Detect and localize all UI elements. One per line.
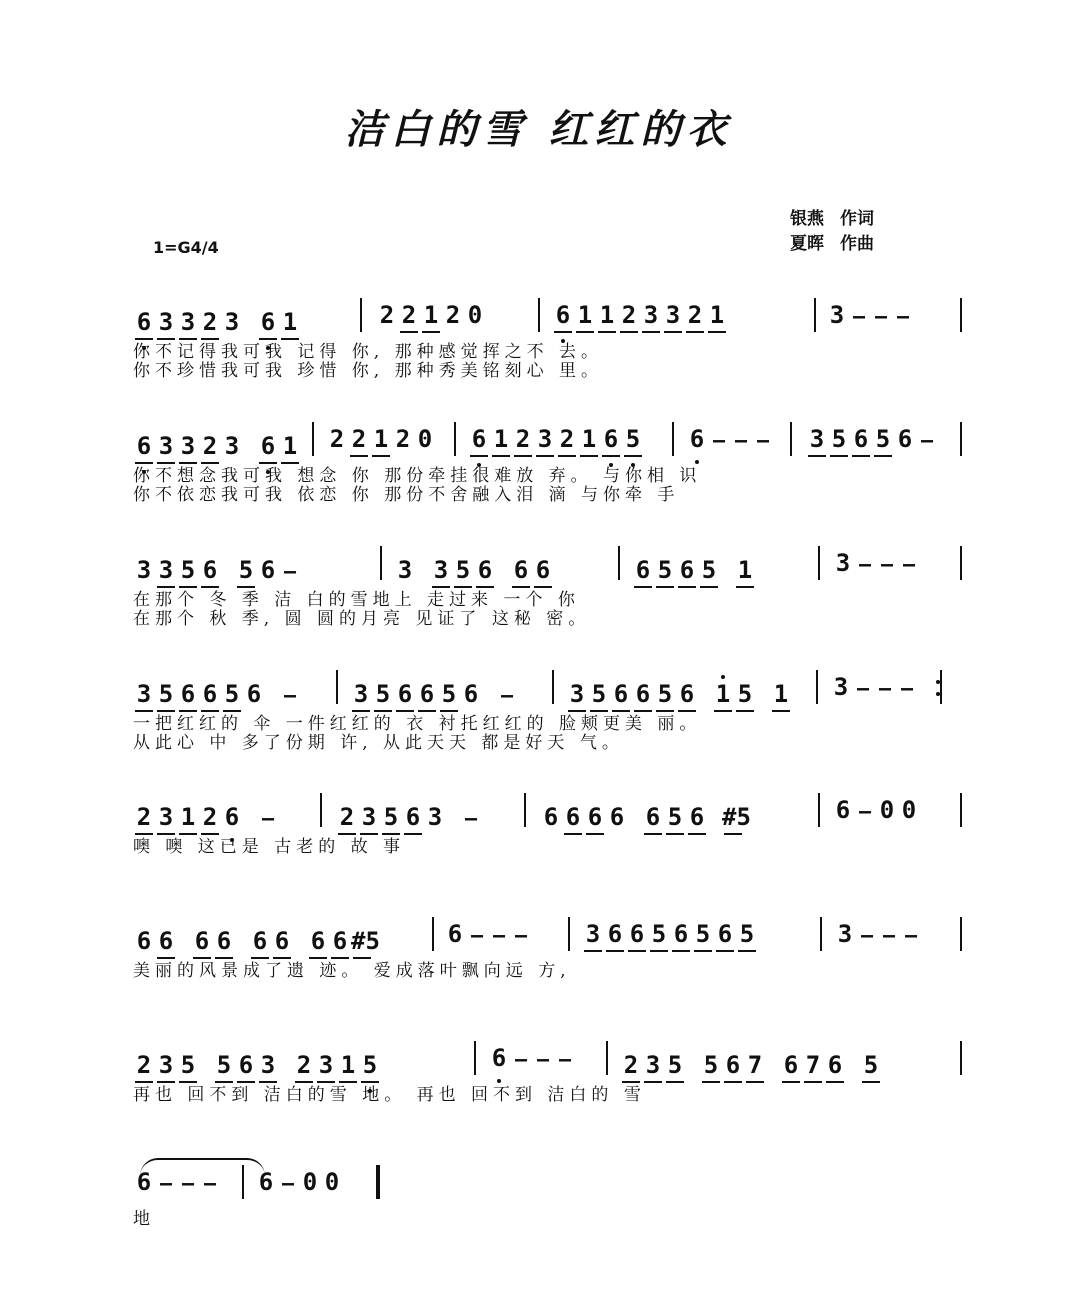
dash-note: –: [464, 806, 478, 830]
dash-note: –: [880, 552, 894, 576]
note: 6: [257, 307, 279, 337]
bar-line: [960, 422, 962, 456]
note: 1: [279, 307, 301, 337]
bar-line: [336, 670, 338, 704]
note: 6: [307, 926, 329, 956]
note-gap: [766, 1043, 780, 1073]
note: 6: [610, 679, 632, 709]
note-gap: [686, 1043, 700, 1073]
measure: [832, 795, 920, 826]
note: 5: [213, 1050, 235, 1080]
note: 6: [213, 926, 235, 956]
bar-line: [376, 1165, 380, 1199]
note: 5: [664, 1050, 686, 1080]
dash-note: –: [858, 799, 872, 823]
note: 3: [397, 556, 413, 584]
note: 2: [329, 425, 345, 453]
note: 6: [850, 424, 872, 454]
note: 6: [780, 1050, 802, 1080]
note: 3: [155, 307, 177, 337]
note-gap: [416, 548, 430, 578]
dash-note: –: [500, 683, 514, 707]
note: 6: [199, 555, 221, 585]
note: 2: [684, 300, 706, 330]
note: 2: [133, 1050, 155, 1080]
note-gap: [199, 1043, 213, 1073]
note: 5: [664, 802, 686, 832]
note: 2: [348, 424, 370, 454]
dash-note: –: [904, 923, 918, 947]
measure: [255, 1167, 343, 1198]
note: 6: [249, 926, 271, 956]
measure: [468, 424, 644, 454]
measure: [620, 1043, 882, 1080]
measure: [336, 795, 482, 833]
measure: [686, 424, 774, 455]
note-gap: [279, 1043, 293, 1073]
lyric-line: 从此心 中 多了份期 许, 从此天天 都是好天 气。: [133, 733, 624, 753]
note-gap: [235, 919, 249, 949]
note: 3: [430, 555, 452, 585]
dash-note: –: [492, 923, 506, 947]
note: 3: [582, 919, 604, 949]
note: 3: [315, 1050, 337, 1080]
note: 0: [467, 301, 483, 329]
dash-note: –: [882, 923, 896, 947]
note-gap: [265, 672, 279, 702]
lyric-line: 在那个 冬 季 洁 白的雪地上 走过来 一个 你: [133, 590, 580, 610]
bar-line: [360, 298, 362, 332]
note: 6: [133, 431, 155, 461]
note-gap: [846, 1043, 860, 1073]
bar-line: [618, 546, 620, 580]
lyricist-credit: [790, 207, 874, 232]
measure: [394, 548, 554, 585]
note: 6: [584, 802, 606, 832]
note: 3: [155, 555, 177, 585]
note: 6: [221, 802, 243, 832]
note: 2: [336, 802, 358, 832]
note-gap: [177, 919, 191, 949]
note: 1: [370, 424, 392, 454]
note: 5: [648, 919, 670, 949]
note: 5: [860, 1050, 882, 1080]
bar-line: [960, 298, 962, 332]
measure: [326, 424, 436, 454]
bar-line: [960, 917, 962, 951]
dash-note: –: [514, 923, 528, 947]
note: 6: [600, 424, 622, 454]
dash-note: –: [874, 304, 888, 328]
note: 6: [626, 919, 648, 949]
note: 5: [588, 679, 610, 709]
note: 1: [337, 1050, 359, 1080]
note: 1: [706, 300, 728, 330]
measure: [582, 919, 758, 949]
note: 5: [177, 555, 199, 585]
note: 1: [596, 300, 618, 330]
note: 5: [736, 919, 758, 949]
note: 6: [632, 555, 654, 585]
note: 6: [670, 919, 692, 949]
note: 2: [133, 802, 155, 832]
dash-note: –: [558, 1047, 572, 1071]
note-gap: [496, 548, 510, 578]
lyric-line: 你不记得我可我 记得 你, 那种感觉挥之不 去。: [133, 342, 604, 362]
dash-note: –: [878, 676, 892, 700]
measure: [133, 919, 380, 956]
note-gap: [446, 795, 460, 825]
note: 6: [642, 802, 664, 832]
note: 6: [824, 1050, 846, 1080]
bar-line: [568, 917, 570, 951]
note: 2: [199, 802, 221, 832]
note: 1: [420, 300, 442, 330]
note: 6: [257, 431, 279, 461]
bar-line: [320, 793, 322, 827]
lyricist-name: 银燕: [790, 209, 824, 229]
note: 3: [133, 679, 155, 709]
note: 0: [879, 796, 895, 824]
dash-note: –: [159, 1171, 173, 1195]
note: 6: [835, 796, 851, 824]
lyric-line: 再也 回不到 洁白的雪 地。 再也 回不到 洁白的 雪: [133, 1085, 646, 1105]
note: 6: [258, 1168, 274, 1196]
note: 5: [734, 679, 756, 709]
measure: [830, 672, 918, 703]
high-octave-dot: [721, 675, 725, 679]
bar-line: [960, 793, 962, 827]
note-gap: [628, 795, 642, 825]
note: 6: [686, 802, 708, 832]
tie-mark: [140, 1158, 265, 1176]
note: 3: [833, 673, 849, 701]
note: 1: [578, 424, 600, 454]
lyric-line: 你不想念我可我 想念 你 那份牵挂很难放 弃。 与你相 识: [133, 466, 702, 486]
note: 6: [191, 926, 213, 956]
composer-credit: [790, 232, 874, 257]
dash-note: –: [536, 1047, 550, 1071]
note: 5: [654, 679, 676, 709]
dash-note: –: [852, 304, 866, 328]
note: 6: [463, 680, 479, 708]
measure: [552, 300, 728, 330]
measure: [350, 672, 518, 710]
note: 3: [534, 424, 556, 454]
bar-line: [940, 670, 942, 704]
measure: [834, 919, 922, 950]
note: 6: [532, 555, 554, 585]
note-gap: [293, 919, 307, 949]
note: 1: [712, 679, 734, 709]
note: 6: [177, 679, 199, 709]
note: 6: [676, 555, 698, 585]
note: 5: [692, 919, 714, 949]
note: 2: [398, 300, 420, 330]
bar-line: [820, 917, 822, 951]
note: 1: [490, 424, 512, 454]
measure: [806, 424, 938, 455]
note: 6: [133, 307, 155, 337]
note: 3: [155, 802, 177, 832]
note: 6: [329, 926, 351, 956]
note-gap: [243, 795, 257, 825]
note: 6: [714, 919, 736, 949]
bar-line: [606, 1041, 608, 1075]
note: 6: [510, 555, 532, 585]
note: 5: [654, 555, 676, 585]
note-gap: [756, 672, 770, 702]
dash-note: –: [514, 1047, 528, 1071]
note: 5: [380, 802, 402, 832]
note: 2: [445, 301, 461, 329]
note: 0: [324, 1168, 340, 1196]
lyric-line: 一把红红的 伞 一件红红的 衣 衬托红红的 脸颊更美 丽。: [133, 714, 702, 734]
bar-line: [818, 546, 820, 580]
measure: [133, 795, 279, 833]
note: 2: [618, 300, 640, 330]
dash-note: –: [283, 683, 297, 707]
note: 6: [562, 802, 584, 832]
note: 5: [828, 424, 850, 454]
measure: [444, 919, 532, 950]
note: 6: [447, 920, 463, 948]
note: 3: [358, 802, 380, 832]
note: 3: [177, 431, 199, 461]
measure: [826, 300, 914, 331]
dash-note: –: [203, 1171, 217, 1195]
note: 3: [829, 301, 845, 329]
dash-note: –: [856, 676, 870, 700]
note: 6: [416, 679, 438, 709]
note: 5: [235, 555, 257, 585]
note: 6: [271, 926, 293, 956]
note: 3: [837, 920, 853, 948]
note: 6: [136, 927, 152, 955]
note: 6: [468, 424, 490, 454]
note: 1: [770, 679, 792, 709]
dash-note: –: [896, 304, 910, 328]
bar-line: [790, 422, 792, 456]
composer-role: 作曲: [840, 234, 874, 254]
note: 6: [552, 300, 574, 330]
note: 6: [897, 425, 913, 453]
note: 5: [700, 1050, 722, 1080]
note: 0: [417, 425, 433, 453]
note-gap: [720, 548, 734, 578]
note: 6: [474, 555, 496, 585]
dash-note: –: [712, 428, 726, 452]
lyric-line: 在那个 秋 季, 圆 圆的月亮 见证了 这秘 密。: [133, 609, 591, 629]
note: 1: [574, 300, 596, 330]
note: 3: [566, 679, 588, 709]
note: 2: [512, 424, 534, 454]
bar-line: [960, 546, 962, 580]
bar-line: [454, 422, 456, 456]
bar-line: [524, 793, 526, 827]
note: 6: [676, 679, 698, 709]
note: 6: [402, 802, 424, 832]
bar-line: [818, 793, 820, 827]
note: 5: [622, 424, 644, 454]
dash-note: –: [858, 552, 872, 576]
dash-note: –: [281, 1171, 295, 1195]
note: 3: [155, 431, 177, 461]
note: 6: [136, 1168, 152, 1196]
bar-line: [816, 670, 818, 704]
note: 3: [350, 679, 372, 709]
note: 2: [293, 1050, 315, 1080]
note: 6: [722, 1050, 744, 1080]
composer-name: 夏晖: [790, 234, 824, 254]
note: 3: [136, 556, 152, 584]
bar-line: [380, 546, 382, 580]
bar-line: [960, 1041, 962, 1075]
dash-note: –: [860, 923, 874, 947]
note: 1: [177, 802, 199, 832]
note: 5: [872, 424, 894, 454]
note: 6: [604, 919, 626, 949]
dash-note: –: [470, 923, 484, 947]
bar-line: [672, 422, 674, 456]
measure: [632, 548, 756, 585]
measure: [133, 300, 301, 337]
note-gap: [243, 424, 257, 454]
bar-line: [538, 298, 540, 332]
note: 2: [379, 301, 395, 329]
low-octave-dot: [497, 1079, 501, 1083]
key-signature: 1=G4/4: [153, 238, 219, 257]
lyric-line: 你不珍惜我可我 珍惜 你, 那种秀美铭刻心 里。: [133, 361, 604, 381]
note-gap: [698, 672, 712, 702]
note-gap: [221, 548, 235, 578]
credits: [790, 207, 874, 257]
measure: [488, 1043, 576, 1074]
note: 3: [427, 803, 443, 831]
note: 6: [632, 679, 654, 709]
note: #5: [351, 927, 380, 955]
dash-note: –: [902, 552, 916, 576]
note: 5: [452, 555, 474, 585]
note: 5: [177, 1050, 199, 1080]
measure: [832, 548, 920, 579]
note: 3: [224, 432, 240, 460]
note: 0: [302, 1168, 318, 1196]
lyricist-role: 作词: [840, 209, 874, 229]
note: 0: [901, 796, 917, 824]
bar-line: [552, 670, 554, 704]
note: 5: [155, 679, 177, 709]
note: 6: [686, 424, 708, 454]
measure: [133, 548, 301, 586]
note: 6: [246, 680, 262, 708]
measure: [133, 1043, 381, 1080]
note: 1: [279, 431, 301, 461]
note-gap: [708, 795, 722, 825]
measure: [133, 424, 301, 461]
note: 6: [235, 1050, 257, 1080]
dash-note: –: [920, 428, 934, 452]
note: 6: [155, 926, 177, 956]
note: 3: [257, 1050, 279, 1080]
note: 6: [488, 1043, 510, 1073]
lyric-line: 你不依恋我可我 依恋 你 那份不舍融入泪 滴 与你牵 手: [133, 485, 680, 505]
song-title: 洁白的雪 红红的衣: [344, 106, 733, 153]
note: 3: [642, 1050, 664, 1080]
note: 7: [802, 1050, 824, 1080]
measure: [376, 300, 486, 330]
lyric-line: 美丽的风景成了遗 迹。 爱成落叶飘向远 方,: [133, 961, 571, 981]
note: 5: [359, 1050, 381, 1080]
note-gap: [482, 672, 496, 702]
note: 6: [609, 803, 625, 831]
lyric-line: 地: [133, 1209, 155, 1229]
note: 5: [221, 679, 243, 709]
note: 5: [698, 555, 720, 585]
note: 3: [806, 424, 828, 454]
note: #5: [722, 803, 751, 831]
note: 6: [260, 556, 276, 584]
note: 2: [199, 307, 221, 337]
bar-line: [432, 917, 434, 951]
note: 2: [199, 431, 221, 461]
note: 1: [734, 555, 756, 585]
dash-note: –: [734, 428, 748, 452]
dash-note: –: [181, 1171, 195, 1195]
note: 3: [224, 308, 240, 336]
measure: [133, 672, 301, 710]
measure: [566, 672, 792, 709]
note: 3: [155, 1050, 177, 1080]
note: 2: [395, 425, 411, 453]
note: 3: [835, 549, 851, 577]
low-octave-dot: [695, 460, 699, 464]
note: 7: [744, 1050, 766, 1080]
note: 3: [640, 300, 662, 330]
note: 3: [177, 307, 199, 337]
note-gap: [243, 300, 257, 330]
note: 3: [662, 300, 684, 330]
dash-note: –: [756, 428, 770, 452]
lyric-line: 噢 噢 这已是 古老的 故 事: [133, 837, 406, 857]
note: 5: [372, 679, 394, 709]
note: 6: [394, 679, 416, 709]
bar-line: [814, 298, 816, 332]
dash-note: –: [261, 806, 275, 830]
bar-line: [474, 1041, 476, 1075]
note: 2: [556, 424, 578, 454]
dash-note: –: [283, 559, 297, 583]
repeat-sign: [936, 676, 940, 698]
note: 6: [543, 803, 559, 831]
measure: [540, 795, 751, 832]
note: 6: [199, 679, 221, 709]
dash-note: –: [900, 676, 914, 700]
note: 5: [438, 679, 460, 709]
note: 2: [620, 1050, 642, 1080]
bar-line: [312, 422, 314, 456]
